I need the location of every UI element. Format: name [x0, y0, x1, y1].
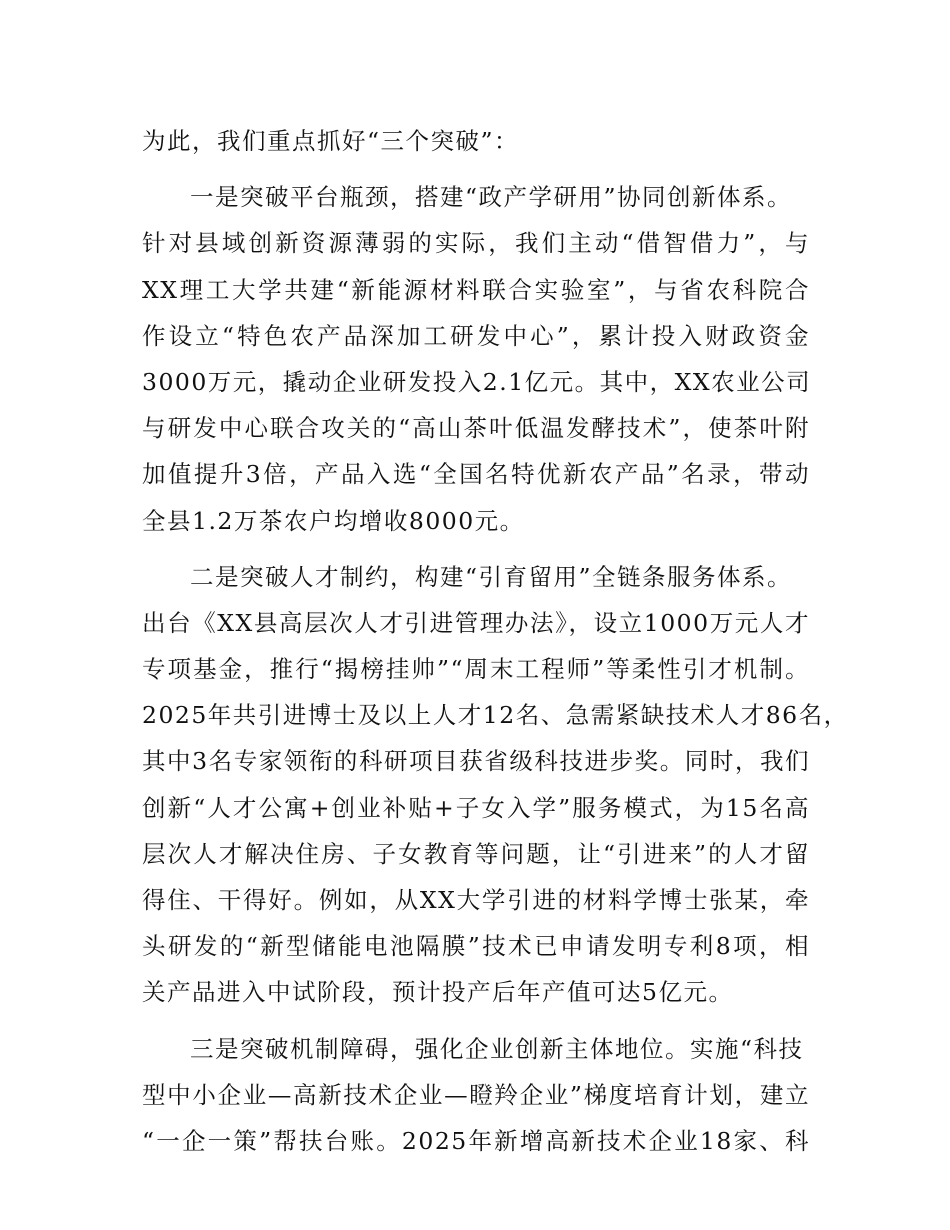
paragraph-1-line: XX理工大学共建“新能源材料联合实验室”，与省农科院合 — [142, 275, 810, 304]
paragraph-3-line: 型中小企业—高新技术企业—瞪羚企业”梯度培育计划，建立 — [142, 1080, 810, 1109]
paragraph-1-line: 3000万元，撬动企业研发投入2.1亿元。其中，XX农业公司 — [142, 367, 812, 396]
paragraph-3-line: “一企一策”帮扶台账。2025年新增高新技术企业18家、科 — [142, 1126, 810, 1155]
paragraph-2-line: 其中3名专家领衔的科研项目获省级科技进步奖。同时，我们 — [142, 747, 810, 776]
paragraph-2-line: 2025年共引进博士及以上人才12名、急需紧缺技术人才86名， — [142, 701, 849, 730]
paragraph-2-line: 创新“人才公寓+创业补贴+子女入学”服务模式，为15名高 — [142, 793, 810, 822]
paragraph-2-line: 关产品进入中试阶段，预计投产后年产值可达5亿元。 — [142, 978, 734, 1007]
paragraph-2-line: 专项基金，推行“揭榜挂帅”“周末工程师”等柔性引才机制。 — [142, 655, 810, 684]
paragraph-1-line: 作设立“特色农产品深加工研发中心”，累计投入财政资金 — [142, 321, 810, 350]
paragraph-3-heading: 三是突破机制障碍，强化企业创新主体地位。实施“科技 — [190, 1034, 804, 1063]
paragraph-gap — [142, 164, 810, 174]
paragraph-1-line: 针对县域创新资源薄弱的实际，我们主动“借智借力”，与 — [142, 229, 810, 258]
paragraph-2-heading: 二是突破人才制约，构建“引育留用”全链条服务体系。 — [190, 562, 793, 591]
intro-line: 为此，我们重点抓好“三个突破”： — [142, 127, 520, 155]
document-body — [142, 118, 849, 1164]
paragraph-1-line: 全县1.2万茶农户均增收8000元。 — [142, 506, 525, 535]
paragraph-1-line: 与研发中心联合攻关的“高山茶叶低温发酵技术”，使茶叶附 — [142, 414, 810, 443]
paragraph-1-line: 加值提升3倍，产品入选“全国名特优新农产品”名录，带动 — [142, 460, 810, 489]
paragraph-1-heading: 一是突破平台瓶颈，搭建“政产学研用”协同创新体系。 — [190, 183, 793, 212]
paragraph-gap — [142, 544, 810, 554]
paragraph-2-line: 得住、干得好。例如，从XX大学引进的材料学博士张某，牵 — [142, 886, 810, 914]
paragraph-2-line: 出台《XX县高层次人才引进管理办法》，设立1000万元人才 — [142, 608, 810, 637]
paragraph-gap — [142, 1016, 810, 1026]
paragraph-2-line: 头研发的“新型储能电池隔膜”技术已申请发明专利8项，相 — [142, 932, 810, 961]
paragraph-2-line: 层次人才解决住房、子女教育等问题，让“引进来”的人才留 — [142, 839, 810, 868]
